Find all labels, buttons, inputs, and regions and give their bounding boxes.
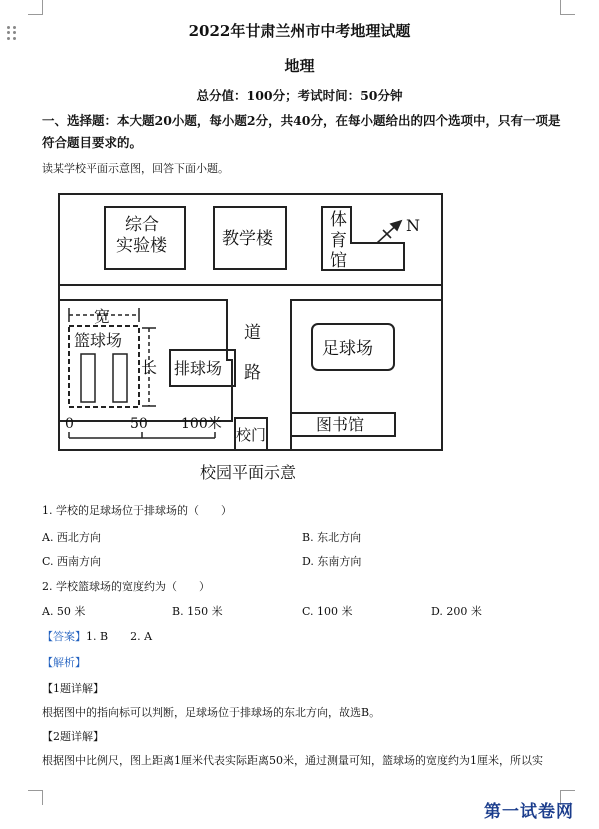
detail-2-heading: 【2题详解】 — [42, 730, 104, 743]
question-1-option-a[interactable]: A. 西北方向 — [42, 531, 101, 544]
label-gym-2: 育 — [330, 231, 347, 251]
subject-heading: 地理 — [284, 57, 315, 75]
crop-mark-bottom-left — [28, 790, 43, 805]
question-1-option-c[interactable]: C. 西南方向 — [42, 555, 102, 568]
question-intro: 读某学校平面示意图，回答下面小题。 — [42, 162, 229, 175]
question-1-option-b[interactable]: B. 东北方向 — [302, 531, 362, 544]
label-lab-2: 实验楼 — [116, 236, 167, 256]
detail-2-text: 根据图中比例尺，图上距离1厘米代表实际距离50米，通过测量可知，篮球场的宽度约为1厘米，所以实 — [42, 754, 543, 767]
label-north: N — [406, 216, 420, 235]
label-gym-3: 馆 — [330, 251, 347, 271]
question-1-stem: 1. 学校的足球场位于排球场的（ ） — [42, 504, 232, 517]
label-scale-50: 50 — [130, 416, 148, 432]
label-road-1: 道 — [244, 323, 261, 343]
basketball-hoop-left — [81, 354, 95, 402]
question-2-option-b[interactable]: B. 150 米 — [172, 605, 223, 618]
question-2-option-a[interactable]: A. 50 米 — [42, 605, 86, 618]
label-road-2: 路 — [244, 363, 261, 383]
label-gate: 校门 — [236, 426, 267, 444]
label-library: 图书馆 — [316, 415, 365, 434]
question-2-stem: 2. 学校篮球场的宽度约为（ ） — [42, 580, 210, 593]
label-scale-100: 100米 — [181, 416, 222, 432]
label-lab-1: 综合 — [125, 215, 159, 235]
crop-mark-top-left — [28, 0, 43, 15]
answer-values: 1. B 2. A — [86, 630, 153, 643]
label-gym-1: 体 — [330, 210, 347, 230]
answer-line — [42, 628, 152, 644]
answer-label: 【答案】 — [42, 630, 86, 643]
figure-caption: 校园平面示意 — [200, 463, 297, 482]
label-width: 宽 — [94, 307, 111, 326]
page-title: 2022年甘肃兰州市中考地理试题 — [188, 22, 411, 40]
question-2-option-c[interactable]: C. 100 米 — [302, 605, 353, 618]
question-2-option-d[interactable]: D. 200 米 — [431, 605, 482, 618]
campus-map-figure — [55, 188, 450, 484]
east-block — [291, 300, 442, 450]
site-watermark: 第一试卷网 — [484, 802, 574, 822]
label-teaching: 教学楼 — [222, 229, 273, 249]
label-football: 足球场 — [322, 339, 373, 359]
crop-mark-top-right — [560, 0, 575, 15]
detail-1-heading: 【1题详解】 — [42, 682, 104, 695]
label-scale-0: 0 — [65, 416, 74, 432]
label-volleyball: 排球场 — [174, 359, 223, 378]
section-heading: 一、选择题：本大题20小题，每小题2分，共40分，在每小题给出的四个选项中，只有一项是符合题目要求的。 — [42, 113, 561, 150]
basketball-hoop-right — [113, 354, 127, 402]
label-length: 长 — [141, 358, 158, 377]
label-basketball: 篮球场 — [74, 331, 123, 350]
detail-1-text: 根据图中的指向标可以判断，足球场位于排球场的东北方向，故选B。 — [42, 706, 381, 719]
score-line: 总分值：100分；考试时间：50分钟 — [196, 88, 403, 103]
question-1-option-d[interactable]: D. 东南方向 — [302, 555, 362, 568]
analysis-label: 【解析】 — [42, 656, 86, 669]
